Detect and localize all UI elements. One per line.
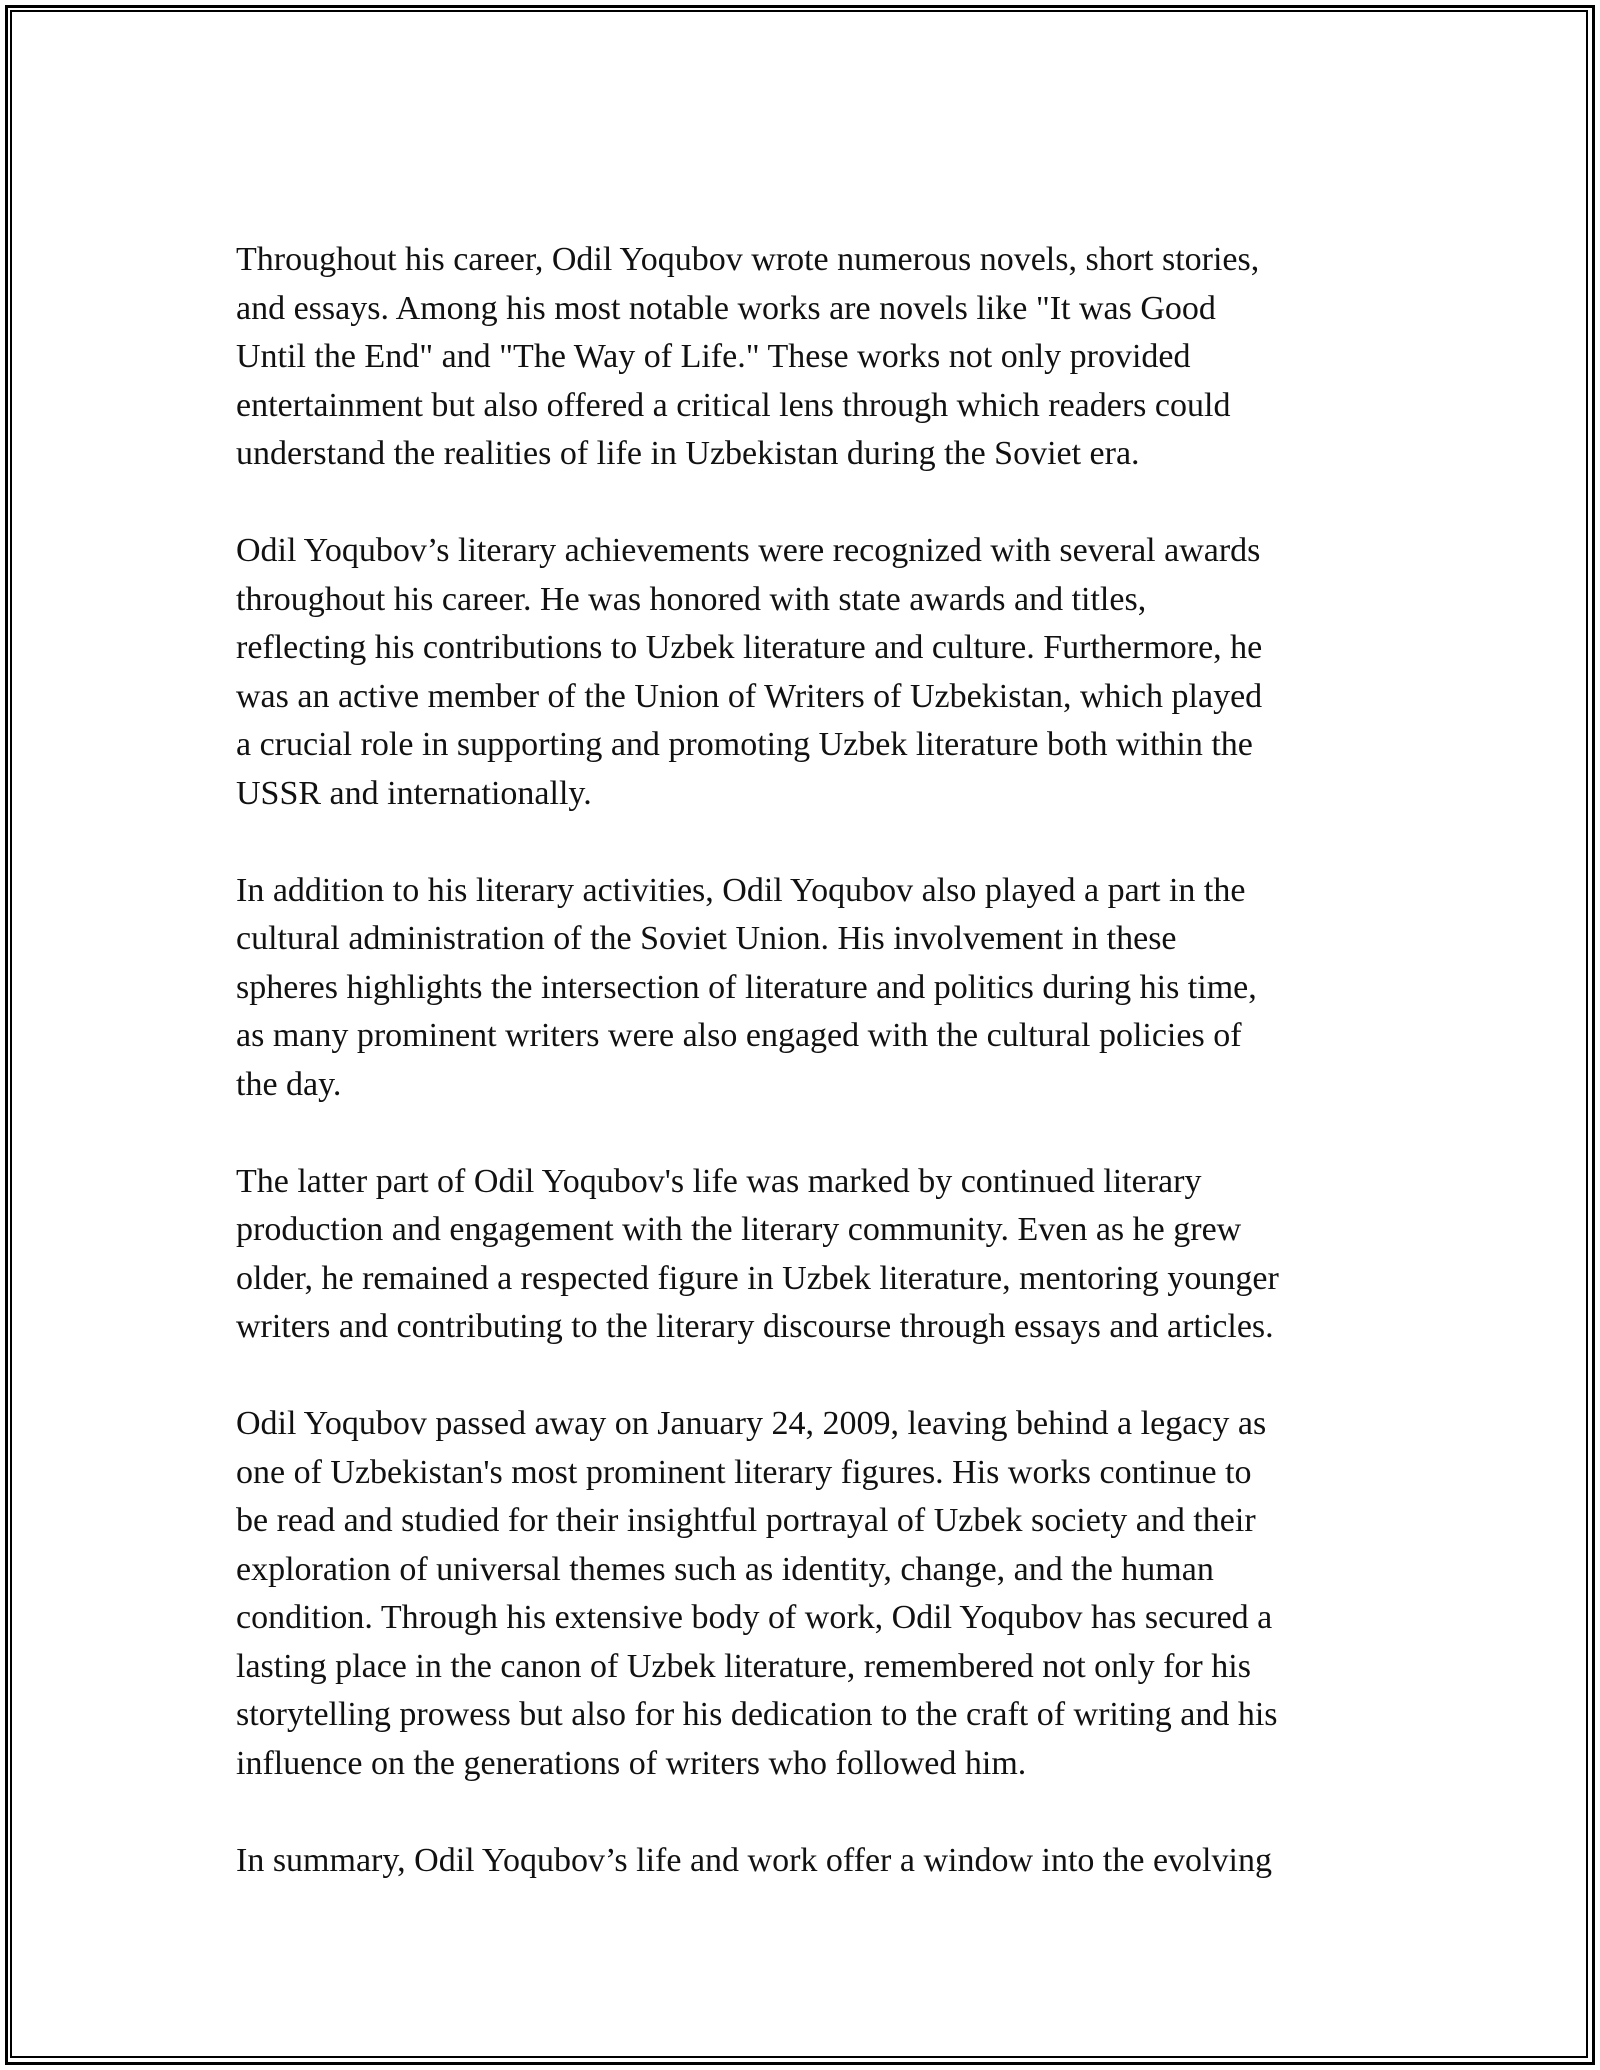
paragraph-administration: [236, 867, 1376, 1110]
text-line: was an active member of the Union of Writers of Uzbekistan, which played: [236, 677, 1263, 715]
text-line: as many prominent writers were also engaged with the cultural policies of: [236, 1017, 1242, 1054]
paragraph-legacy: [236, 1400, 1376, 1788]
paragraph-achievements: [236, 527, 1376, 818]
paragraph-summary: [236, 1837, 1376, 1886]
text-line: one of Uzbekistan's most prominent literary figures. His works continue to: [236, 1453, 1252, 1491]
text-line: Odil Yoqubov passed away on January 24, 2009, leaving behind a legacy as: [236, 1405, 1267, 1442]
text-line: cultural administration of the Soviet Union. His involvement in these: [236, 920, 1177, 957]
text-line: the day.: [236, 1065, 342, 1103]
text-line: entertainment but also offered a critical lens through which readers could: [236, 386, 1231, 424]
text-line: USSR and internationally.: [236, 774, 592, 812]
text-line: production and engagement with the literary community. Even as he grew: [236, 1211, 1242, 1248]
text-line: exploration of universal themes such as identity, change, and the human: [236, 1550, 1214, 1588]
text-line: Odil Yoqubov’s literary achievements were recognized with several awards: [236, 532, 1261, 569]
text-line: be read and studied for their insightful portrayal of Uzbek society and their: [236, 1502, 1256, 1539]
text-line: In addition to his literary activities, Odil Yoqubov also played a part in the: [236, 871, 1246, 909]
paragraph-later-life: [236, 1158, 1376, 1352]
text-line: and essays. Among his most notable works are novels like "It was Good: [236, 289, 1216, 327]
text-line: lasting place in the canon of Uzbek literature, remembered not only for his: [236, 1647, 1251, 1685]
text-line: The latter part of Odil Yoqubov's life was marked by continued literary: [236, 1162, 1202, 1200]
text-line: throughout his career. He was honored with state awards and titles,: [236, 580, 1147, 618]
text-line: writers and contributing to the literary discourse through essays and articles.: [236, 1308, 1274, 1345]
text-line: Throughout his career, Odil Yoqubov wrote numerous novels, short stories,: [236, 241, 1260, 278]
text-line: a crucial role in supporting and promoting Uzbek literature both within the: [236, 726, 1253, 763]
document-body: [236, 236, 1376, 1934]
text-line: In summary, Odil Yoqubov’s life and work offer a window into the evolving: [236, 1841, 1272, 1879]
text-line: storytelling prowess but also for his dedication to the craft of writing and his: [236, 1696, 1278, 1733]
text-line: older, he remained a respected figure in Uzbek literature, mentoring younger: [236, 1259, 1279, 1297]
text-line: understand the realities of life in Uzbekistan during the Soviet era.: [236, 435, 1140, 472]
paragraph-career-works: [236, 236, 1376, 479]
text-line: spheres highlights the intersection of literature and politics during his time,: [236, 968, 1257, 1006]
text-line: condition. Through his extensive body of work, Odil Yoqubov has secured a: [236, 1599, 1273, 1636]
text-line: reflecting his contributions to Uzbek literature and culture. Furthermore, he: [236, 629, 1263, 666]
text-line: influence on the generations of writers who followed him.: [236, 1744, 1027, 1782]
text-line: Until the End" and "The Way of Life." These works not only provided: [236, 338, 1191, 375]
